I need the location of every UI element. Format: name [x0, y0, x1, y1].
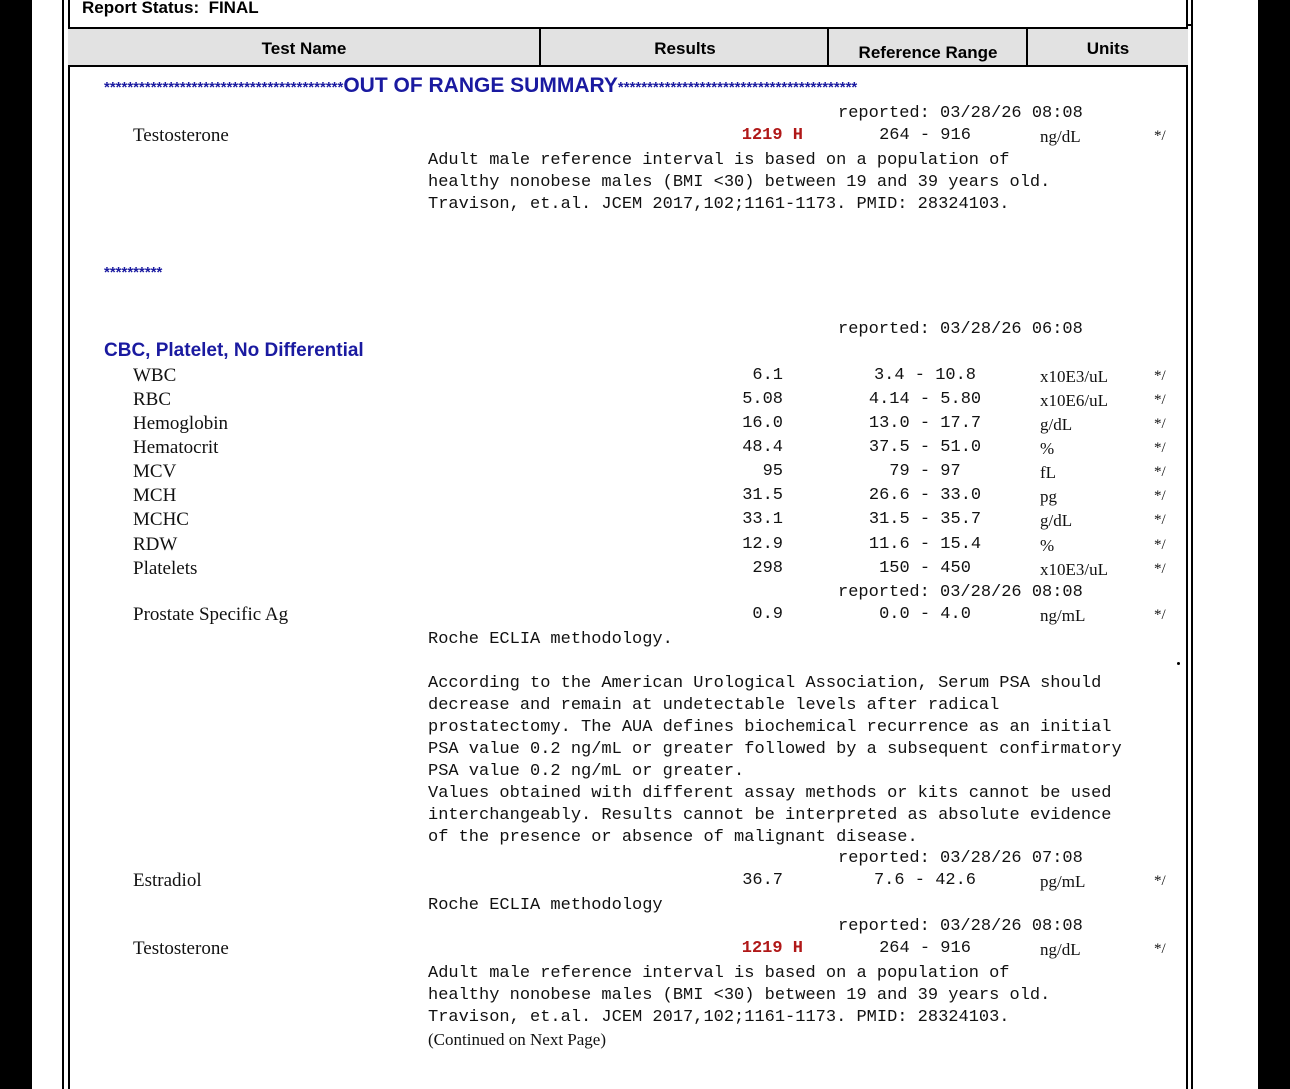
psa-note-line: of the presence or absence of malignant disease. [428, 828, 918, 847]
estradiol-result: 36.7 [742, 871, 783, 890]
testosterone-result: 1219 H [741, 939, 803, 958]
table-row-range: 79 - 97 [889, 462, 961, 481]
table-row-result: 48.4 [742, 438, 783, 457]
psa-note-line: Values obtained with different assay methods or kits cannot be used [428, 784, 1112, 803]
psa-range: 0.0 - 4.0 [879, 605, 971, 624]
psa-note-line: PSA value 0.2 ng/mL or greater. [428, 762, 745, 781]
table-row-flag: */ [1154, 561, 1166, 577]
status-rule [1186, 24, 1193, 26]
table-row-name: Hematocrit [133, 437, 219, 458]
report-status-label: Report Status: [82, 0, 200, 17]
table-row-units: % [1040, 536, 1055, 555]
table-row-units: pg [1040, 487, 1057, 506]
summary-test-range: 264 - 916 [879, 126, 971, 145]
table-row-flag: */ [1154, 416, 1166, 432]
summary-note-line: Adult male reference interval is based on a population of [428, 151, 1010, 170]
table-row-units: g/dL [1040, 511, 1073, 530]
stray-dot [1177, 662, 1180, 665]
table-row-name: RDW [133, 534, 178, 555]
header-results: Results [654, 39, 716, 58]
psa-units: ng/mL [1040, 606, 1086, 625]
table-row-flag: */ [1154, 537, 1166, 553]
summary-test-flag: */ [1154, 128, 1166, 144]
report-status [82, 0, 259, 18]
table-row-name: RBC [133, 389, 172, 410]
psa-reported: reported: 03/28/26 08:08 [838, 583, 1083, 602]
psa-note-line: PSA value 0.2 ng/mL or greater followed by a subsequent confirmatory [428, 740, 1122, 759]
report-status-value: FINAL [208, 0, 259, 17]
table-row-flag: */ [1154, 440, 1166, 456]
psa-flag: */ [1154, 607, 1166, 623]
column-header-row [68, 27, 1188, 67]
header-reference-range: Reference Range [858, 43, 998, 62]
table-row-result: 95 [762, 462, 783, 481]
testosterone-note-line: healthy nonobese males (BMI <30) between 19 and 39 years old. [428, 986, 1051, 1005]
testosterone-range: 264 - 916 [879, 939, 971, 958]
table-row-flag: */ [1154, 512, 1166, 528]
table-row-flag: */ [1154, 392, 1166, 408]
table-row-range: 37.5 - 51.0 [868, 438, 982, 457]
cbc-section-title: CBC, Platelet, No Differential [104, 340, 364, 361]
summary-title: OUT OF RANGE SUMMARY [343, 74, 618, 97]
testosterone-test-name: Testosterone [133, 938, 229, 959]
estradiol-flag: */ [1154, 873, 1166, 889]
summary-test-result: 1219 H [741, 126, 803, 145]
table-row-result: 6.1 [752, 366, 783, 385]
table-row-range: 3.4 - 10.8 [873, 366, 977, 385]
psa-note-line: According to the American Urological Association, Serum PSA should [428, 674, 1102, 693]
page-border-right-outer [1191, 0, 1193, 1089]
summary-end-stars: ********** [104, 264, 163, 281]
testosterone-reported: reported: 03/28/26 08:08 [838, 917, 1083, 936]
table-row-result: 31.5 [742, 486, 783, 505]
table-row-units: x10E6/uL [1040, 391, 1108, 410]
summary-test-units: ng/dL [1040, 127, 1081, 146]
testosterone-flag: */ [1154, 941, 1166, 957]
continued-note: (Continued on Next Page) [428, 1030, 606, 1049]
table-row-result: 298 [752, 559, 783, 578]
table-row-units: x10E3/uL [1040, 560, 1108, 579]
table-row-name: WBC [133, 365, 177, 386]
summary-test-name: Testosterone [133, 125, 229, 146]
page-border-right-inner [1186, 0, 1188, 1089]
table-row-name: MCHC [133, 509, 189, 530]
psa-note-line: decrease and remain at undetectable levels after radical [428, 696, 1000, 715]
table-row-name: Hemoglobin [133, 413, 228, 434]
table-row-flag: */ [1154, 488, 1166, 504]
table-row-name: MCH [133, 485, 177, 506]
estradiol-test-name: Estradiol [133, 870, 202, 891]
table-row-range: 11.6 - 15.4 [868, 535, 982, 554]
table-row-units: x10E3/uL [1040, 367, 1108, 386]
summary-stars-left: ***************************************** [104, 79, 344, 96]
testosterone-note-line: Travison, et.al. JCEM 2017,102;1161-1173. PMID: 28324103. [428, 1008, 1010, 1027]
table-row-result: 12.9 [742, 535, 783, 554]
table-row-result: 16.0 [742, 414, 783, 433]
summary-banner [104, 74, 857, 98]
table-row-units: g/dL [1040, 415, 1073, 434]
estradiol-units: pg/mL [1040, 872, 1086, 891]
table-row-range: 4.14 - 5.80 [868, 390, 982, 409]
table-row-name: MCV [133, 461, 177, 482]
table-row-range: 31.5 - 35.7 [868, 510, 982, 529]
summary-note-line: Travison, et.al. JCEM 2017,102;1161-1173. PMID: 28324103. [428, 195, 1010, 214]
header-units: Units [1086, 39, 1130, 58]
psa-test-name: Prostate Specific Ag [133, 604, 289, 625]
summary-note-line: healthy nonobese males (BMI <30) between 19 and 39 years old. [428, 173, 1051, 192]
table-row-flag: */ [1154, 368, 1166, 384]
header-test-name: Test Name [261, 39, 347, 58]
psa-result: 0.9 [752, 605, 783, 624]
cbc-reported: reported: 03/28/26 06:08 [838, 320, 1083, 339]
table-row-result: 5.08 [742, 390, 783, 409]
page-border-left-outer [62, 0, 64, 1089]
table-row-flag: */ [1154, 464, 1166, 480]
estradiol-range: 7.6 - 42.6 [873, 871, 977, 890]
table-row-range: 26.6 - 33.0 [868, 486, 982, 505]
summary-stars-right: ***************************************** [617, 79, 858, 96]
testosterone-units: ng/dL [1040, 940, 1081, 959]
psa-method: Roche ECLIA methodology. [428, 630, 673, 649]
testosterone-note-line: Adult male reference interval is based on a population of [428, 964, 1010, 983]
summary-reported: reported: 03/28/26 08:08 [838, 104, 1083, 123]
table-row-range: 13.0 - 17.7 [868, 414, 982, 433]
psa-note-line: prostatectomy. The AUA defines biochemical recurrence as an initial [428, 718, 1112, 737]
table-row-name: Platelets [133, 558, 198, 579]
estradiol-method: Roche ECLIA methodology [428, 896, 663, 915]
table-row-units: % [1040, 439, 1055, 458]
table-row-units: fL [1040, 463, 1057, 482]
psa-note-line: interchangeably. Results cannot be interpreted as absolute evidence [428, 806, 1112, 825]
page-border-left-inner [68, 0, 70, 1089]
estradiol-reported: reported: 03/28/26 07:08 [838, 849, 1083, 868]
table-row-result: 33.1 [742, 510, 783, 529]
table-row-range: 150 - 450 [879, 559, 971, 578]
